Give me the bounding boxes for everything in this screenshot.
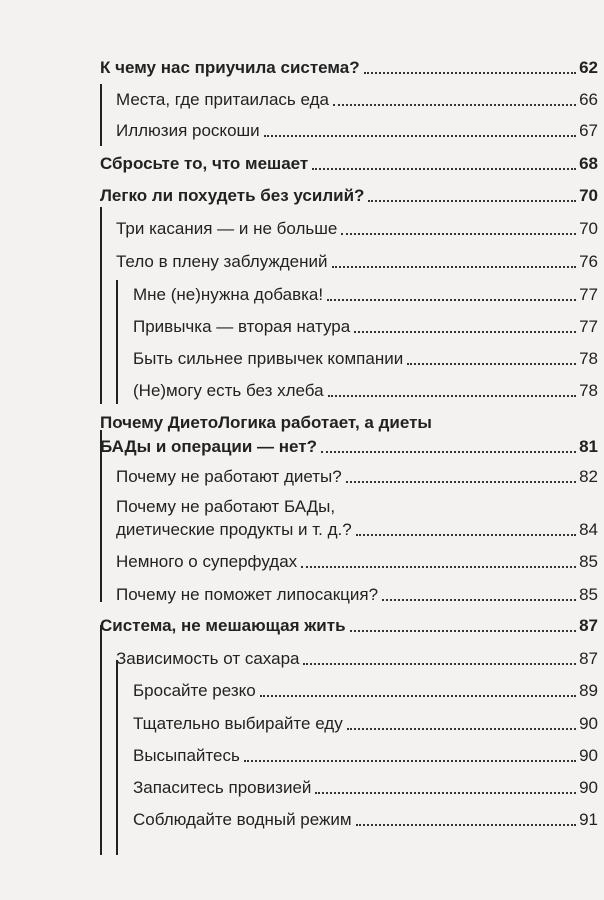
toc-entry [133,778,598,798]
toc-entry-title: Быть сильнее привычек компании [133,349,404,368]
toc-entry-title: Места, где притаилась еда [116,90,329,109]
toc-entry-page: 90 [579,714,598,733]
toc-entry [116,90,598,110]
toc-entry-title: диетические продукты и т. д.? [116,520,352,539]
toc-entry-title: Бросайте резко [133,681,256,700]
toc-entry-title: Три касания — и не больше [116,219,338,238]
toc-entry-title: Привычка — вторая натура [133,317,351,336]
toc-entry [116,121,598,141]
toc-entry-title: Запаситесь провизией [133,778,312,797]
toc-entry [133,681,598,701]
section-bar [100,84,102,146]
toc-leader-dots [260,695,576,697]
subsection-bar [116,280,118,404]
toc-entry-page: 91 [579,810,598,829]
toc-leader-dots [356,824,576,826]
section-bar [100,625,102,855]
toc-entry [133,317,598,337]
toc-entry [133,746,598,766]
toc-entry-page: 68 [579,154,598,173]
toc-entry [116,649,598,669]
toc-leader-dots [315,792,576,794]
toc-entry [116,252,598,272]
toc-entry [100,186,598,206]
toc-entry-title: Легко ли похудеть без усилий? [100,186,365,205]
toc-entry-page: 87 [579,616,598,635]
toc-leader-dots [321,451,576,453]
section-bar [100,207,102,404]
toc-entry-title: Соблюдайте водный режим [133,810,352,829]
toc-leader-dots [327,299,576,301]
toc-entry-page: 70 [579,186,598,205]
toc-entry-page: 62 [579,58,598,77]
toc-entry-page: 77 [579,317,598,336]
toc-entry-page: 85 [579,552,598,571]
toc-entry [100,413,598,433]
toc-entry-page: 85 [579,585,598,604]
toc-entry-title: К чему нас приучила система? [100,58,360,77]
toc-leader-dots [364,72,576,74]
toc-entry [100,154,598,174]
toc-entry-page: 82 [579,467,598,486]
toc-leader-dots [347,728,576,730]
toc-entry [116,219,598,239]
toc-entry-page: 78 [579,381,598,400]
toc-entry [133,714,598,734]
toc-entry [100,437,598,457]
toc-entry-title: (Не)могу есть без хлеба [133,381,324,400]
toc-entry [133,381,598,401]
toc-entry-title: Иллюзия роскоши [116,121,260,140]
toc-entry-title: Почему не работают диеты? [116,467,342,486]
toc-entry-title: Зависимость от сахара [116,649,300,668]
toc-leader-dots [341,233,576,235]
toc-entry [116,585,598,605]
toc-entry [100,58,598,78]
toc-entry-title: Немного о суперфудах [116,552,298,571]
toc-entry-page: 66 [579,90,598,109]
toc-entry-title: Почему не работают БАДы, [116,497,336,516]
toc-entry-page: 84 [579,520,598,539]
toc-entry-page: 70 [579,219,598,238]
toc-leader-dots [301,566,576,568]
toc-entry-title: Тело в плену заблуждений [116,252,328,271]
toc-entry-title: Сбросьте то, что мешает [100,154,309,173]
toc-leader-dots [312,168,576,170]
toc-entry [133,810,598,830]
toc-leader-dots [332,266,576,268]
toc-leader-dots [333,104,576,106]
toc-leader-dots [346,481,576,483]
toc-entry [116,497,598,517]
toc-entry-title: БАДы и операции — нет? [100,437,317,456]
toc-entry [116,520,598,540]
toc-leader-dots [350,630,576,632]
toc-leader-dots [264,135,576,137]
toc-entry-title: Высыпайтесь [133,746,240,765]
subsection-bar [116,660,118,855]
toc-leader-dots [303,663,576,665]
toc-entry [133,349,598,369]
toc-leader-dots [354,331,576,333]
toc-entry-page: 76 [579,252,598,271]
toc-entry-title: Почему ДиетоЛогика работает, а диеты [100,413,432,432]
toc-entry-page: 78 [579,349,598,368]
toc-leader-dots [382,599,576,601]
toc-entry-title: Тщательно выбирайте еду [133,714,343,733]
toc-entry-page: 87 [579,649,598,668]
toc-entry-title: Мне (не)нужна добавка! [133,285,324,304]
toc-entry-page: 77 [579,285,598,304]
toc-entry-page: 90 [579,746,598,765]
toc-entry-page: 81 [579,437,598,456]
toc-leader-dots [368,200,576,202]
toc-entry-title: Почему не поможет липосакция? [116,585,379,604]
toc-entry-page: 90 [579,778,598,797]
toc-entry [116,552,598,572]
toc-leader-dots [356,534,576,536]
toc-leader-dots [244,760,576,762]
toc-entry [133,285,598,305]
toc-entry [116,467,598,487]
toc-entry [100,616,598,636]
toc-leader-dots [328,395,576,397]
toc-entry-title: Система, не мешающая жить [100,616,346,635]
toc-leader-dots [407,363,576,365]
toc-entry-page: 67 [579,121,598,140]
toc-entry-page: 89 [579,681,598,700]
